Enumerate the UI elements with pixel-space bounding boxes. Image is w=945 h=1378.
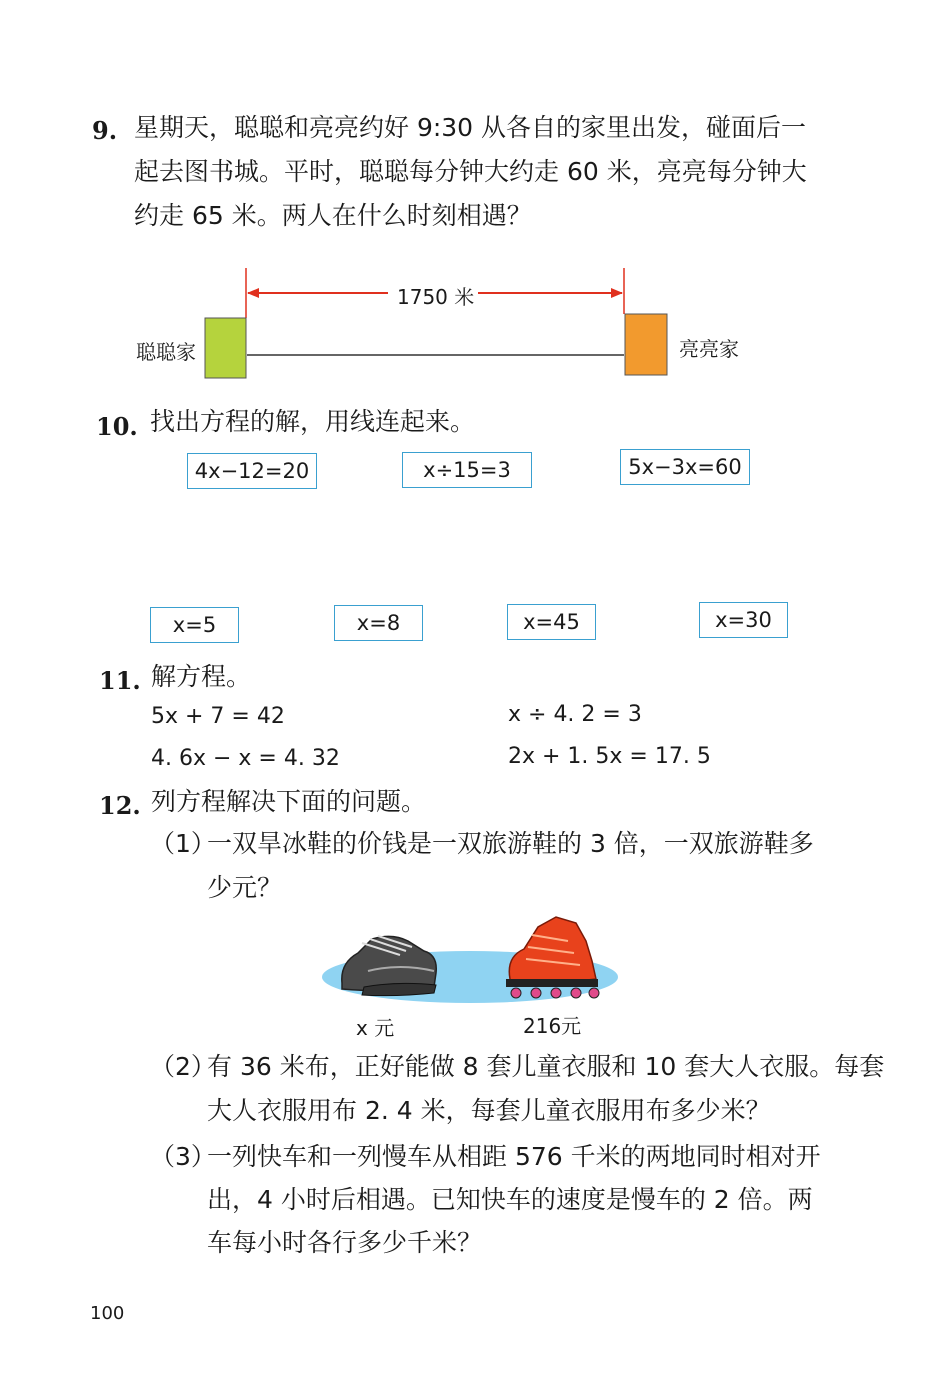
q12-part-3-line-1: 一列快车和一列慢车从相距 576 千米的两地同时相对开 [207,1142,821,1171]
equation-box-2: x÷15=3 [402,452,532,488]
question-11-text: 解方程。 [151,662,252,691]
q12-part-3-line-3: 车每小时各行多少千米？ [207,1228,483,1257]
distance-label: 1750 米 [397,285,475,309]
question-10-text: 找出方程的解，用线连起来。 [150,407,476,436]
q11-equation-1: 5x + 7 = 42 [151,704,285,729]
q11-equation-2: x ÷ 4. 2 = 3 [508,702,642,727]
q11-equation-3: 4. 6x − x = 4. 32 [151,746,340,771]
question-10-number: 10. [96,412,138,441]
question-9-line-3: 约走 65 米。两人在什么时刻相遇？ [134,201,532,230]
sneaker-price-label: x 元 [356,1016,395,1040]
question-9-line-2: 起去图书城。平时，聪聪每分钟大约走 60 米，亮亮每分钟大 [134,157,807,186]
question-9-number: 9. [92,116,118,145]
question-12-text: 列方程解决下面的问题。 [151,787,427,816]
q11-equation-4: 2x + 1. 5x = 17. 5 [508,744,711,769]
congcong-home-label: 聪聪家 [136,340,196,364]
arrow-left-head [247,288,259,298]
q12-part-1-label: （1） [150,829,216,858]
q12-part-2-line-1: 有 36 米布，正好能做 8 套儿童衣服和 10 套大人衣服。每套 [207,1052,885,1081]
q12-part-3-line-2: 出，4 小时后相遇。已知快车的速度是慢车的 2 倍。两 [207,1185,813,1214]
shoes-illustration [300,905,640,1005]
equation-box-1: 4x−12=20 [187,453,317,489]
question-12-number: 12. [99,791,141,820]
skate-image [506,917,599,998]
equation-box-3: 5x−3x=60 [620,449,750,485]
question-11-number: 11. [99,666,141,695]
q12-part-3-label: （3） [150,1142,216,1171]
liangliang-house [625,314,667,375]
sneaker-image [342,936,436,996]
congcong-house [205,318,246,378]
q12-part-1-line-1: 一双旱冰鞋的价钱是一双旅游鞋的 3 倍，一双旅游鞋多 [207,829,814,858]
question-9-line-1: 星期天，聪聪和亮亮约好 9:30 从各自的家里出发，碰面后一 [134,113,807,142]
arrow-right-head [611,288,623,298]
liangliang-home-label: 亮亮家 [679,337,739,361]
solution-box-2: x=8 [334,605,423,641]
q12-part-1-line-2: 少元？ [207,873,283,902]
solution-box-1: x=5 [150,607,239,643]
q12-part-2-line-2: 大人衣服用布 2. 4 米，每套儿童衣服用布多少米？ [207,1096,771,1125]
solution-box-4: x=30 [699,602,788,638]
solution-box-3: x=45 [507,604,596,640]
page-number: 100 [90,1303,125,1324]
q12-part-2-label: （2） [150,1052,216,1081]
skate-price-label: 216元 [523,1014,582,1038]
